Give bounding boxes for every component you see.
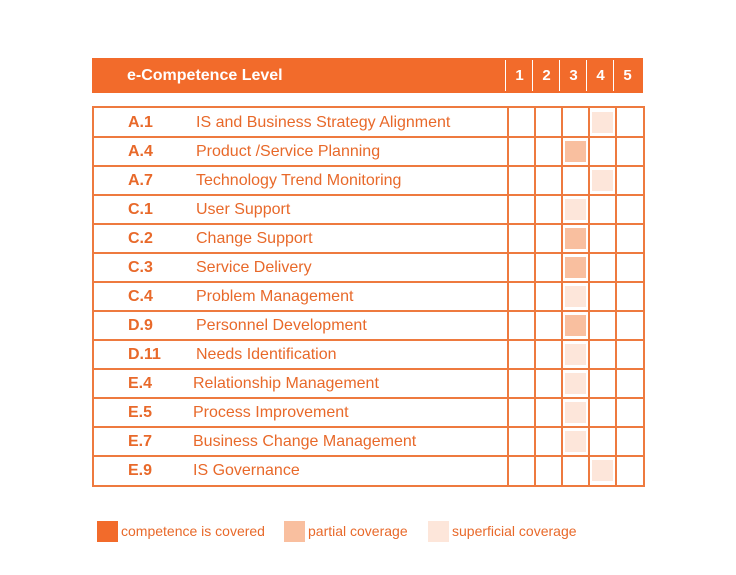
competence-code: C.2 (128, 230, 153, 247)
competence-name: Needs Identification (196, 346, 337, 363)
competence-code: A.4 (128, 143, 153, 160)
level-heading-3: 3 (569, 67, 578, 84)
competence-name: Service Delivery (196, 259, 312, 276)
competence-code: C.1 (128, 201, 153, 218)
table-row (94, 166, 643, 195)
coverage-marker-superficial (565, 431, 586, 452)
coverage-marker-superficial (565, 286, 586, 307)
row-divider (94, 397, 643, 399)
table-row (94, 427, 643, 456)
legend-label: competence is covered (121, 523, 265, 539)
legend-label: superficial coverage (452, 523, 577, 539)
competence-code: C.4 (128, 288, 153, 305)
coverage-marker-superficial (565, 373, 586, 394)
competence-name: IS and Business Strategy Alignment (196, 114, 451, 131)
competence-name: Technology Trend Monitoring (196, 172, 402, 189)
table-row (94, 224, 643, 253)
row-divider (94, 455, 643, 457)
row-divider (94, 281, 643, 283)
competence-name: IS Governance (193, 462, 300, 479)
coverage-marker-superficial (592, 170, 613, 191)
coverage-marker-superficial (565, 344, 586, 365)
table-row (94, 137, 643, 166)
competence-code: E.9 (128, 462, 153, 479)
level-heading-4: 4 (596, 67, 605, 84)
competence-name: Business Change Management (193, 433, 417, 450)
table-row (94, 311, 643, 340)
coverage-marker-superficial (592, 112, 613, 133)
legend-label: partial coverage (308, 523, 408, 539)
competence-table (92, 106, 645, 487)
row-divider (94, 252, 643, 254)
row-divider (94, 339, 643, 341)
table-row (94, 253, 643, 282)
competence-code: A.7 (128, 172, 153, 189)
competence-code: E.7 (128, 433, 153, 450)
coverage-marker-partial (565, 228, 586, 249)
legend-swatch-superficial (428, 521, 449, 542)
table-header (92, 58, 643, 93)
table-row (94, 369, 643, 398)
competence-name: User Support (196, 201, 291, 218)
header-title: e-Competence Level (127, 67, 283, 84)
coverage-marker-superficial (565, 199, 586, 220)
row-divider (94, 310, 643, 312)
competence-name: Relationship Management (193, 375, 379, 392)
competence-name: Product /Service Planning (196, 143, 381, 160)
competence-name: Change Support (196, 230, 313, 247)
level-heading-2: 2 (542, 67, 551, 84)
row-divider (94, 223, 643, 225)
table-row (94, 456, 643, 485)
table-row (94, 398, 643, 427)
table-row (94, 108, 643, 137)
competence-code: D.11 (128, 346, 161, 363)
coverage-marker-superficial (592, 460, 613, 481)
competence-code: D.9 (128, 317, 153, 334)
coverage-marker-partial (565, 315, 586, 336)
competence-code: C.3 (128, 259, 153, 276)
competence-name: Problem Management (196, 288, 354, 305)
level-heading-5: 5 (623, 67, 632, 84)
legend-swatch-partial (284, 521, 305, 542)
competence-code: E.4 (128, 375, 153, 392)
legend-swatch-covered (97, 521, 118, 542)
competence-code: A.1 (128, 114, 153, 131)
row-divider (94, 194, 643, 196)
competence-name: Personnel Development (196, 317, 367, 334)
coverage-marker-partial (565, 257, 586, 278)
coverage-marker-partial (565, 141, 586, 162)
table-row (94, 282, 643, 311)
level-heading-1: 1 (515, 67, 524, 84)
table-row (94, 340, 643, 369)
competence-code: E.5 (128, 404, 153, 421)
table-row (94, 195, 643, 224)
competence-name: Process Improvement (193, 404, 349, 421)
coverage-marker-superficial (565, 402, 586, 423)
